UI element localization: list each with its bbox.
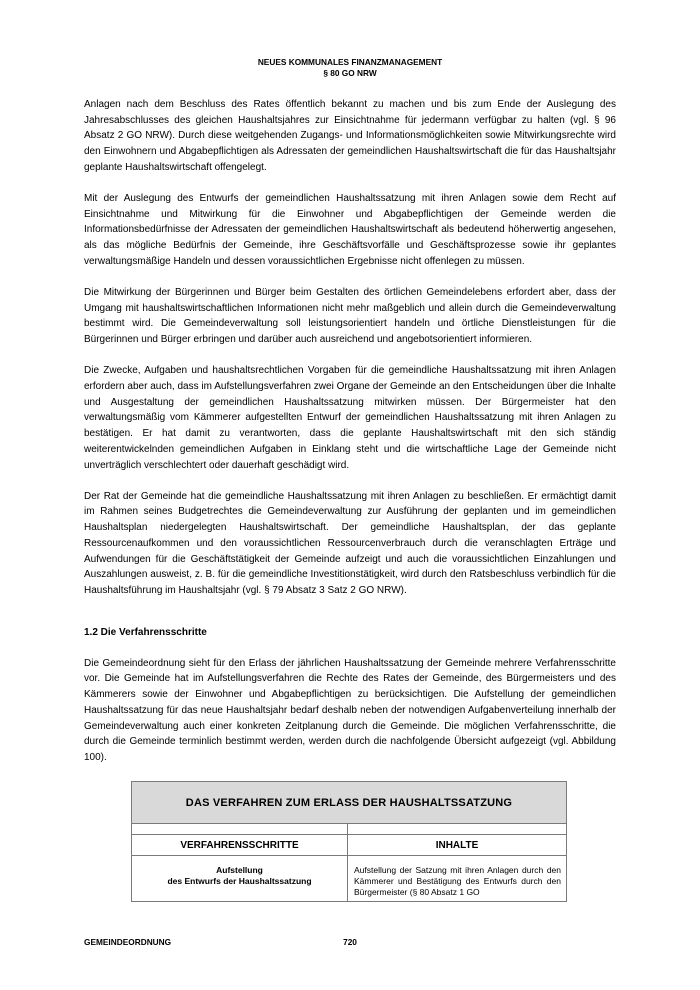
- procedure-table: [131, 781, 567, 902]
- table-row: [132, 856, 567, 902]
- table-cell-step: [132, 856, 348, 902]
- page-number: 720: [343, 937, 357, 947]
- body-paragraph-1: Anlagen nach dem Beschluss des Rates öffentlich bekannt zu machen und bis zum Ende der Auslegung des Jahresabschlusses des gleichen Haushaltsjahres zur Einsichtnahme für jedermann verfügbar zu halten (vgl. § 96 Absatz 2 GO NRW). Durch diese weitgehenden Zugangs- und Informationsmöglichkeiten sowie Mitwirkungsrechte wird den Einwohnern und Abgabepflichtigen als Adressaten der gemeindlichen Haushaltswirtschaft die für das Haushaltsjahr geplante Haushaltswirtschaft offengelegt.: [84, 99, 616, 173]
- header-subtitle: § 80 GO NRW: [323, 67, 377, 78]
- body-paragraph-4: Die Zwecke, Aufgaben und haushaltsrechtlichen Vorgaben für die gemeindliche Haushaltssatzung mit ihren Anlagen erfordern aber auch, dass im Aufstellungsverfahren zwei Organe der Gemeinde an den Entscheidungen über die Inhalte und Ausgestaltung der gemeindlichen Haushaltssatzung mitwirken müssen. Der Bürgermeister hat den verwaltungsmäßig vom Kämmerer aufgestellten Entwurf der gemeindlichen Haushaltssatzung mit ihren Anlagen zu bestätigen. Er hat damit zu verantworten, dass die geplante Haushaltswirtschaft mit den sich ständig weiterentwickelnden gemeindlichen Aufgaben in Einklang steht und die wirtschaftliche Lage der Gemeinde nicht unverträglich verschlechtert oder dauerhaft geschädigt wird.: [84, 365, 616, 471]
- step-line-1: Aufstellung: [216, 865, 263, 876]
- table-spacer-left: [132, 824, 348, 835]
- table-header-steps: VERFAHRENSSCHRITTE: [132, 835, 348, 856]
- table-spacer-right: [348, 824, 567, 835]
- table-title: DAS VERFAHREN ZUM ERLASS DER HAUSHALTSSATZUNG: [132, 782, 567, 824]
- table-cell-content: [348, 856, 567, 902]
- step-line-2: des Entwurfs der Haushaltssatzung: [167, 876, 312, 887]
- body-paragraph-2: Mit der Auslegung des Entwurfs der gemeindlichen Haushaltssatzung mit ihren Anlagen sowie dem Recht auf Einsichtnahme und Mitwirkung für die Einwohner und Abgabepflichtigen der Gemeinde werden die Informationsbedürfnisse der Adressaten der gemeindlichen Haushaltswirtschaft als bedeutend höherwertig angesehen, als das mögliche Bedürfnis der Gemeinde, ihre Geschäftsvorfälle und Geschäftsprozesse sowie ihr geplantes verwaltungsmäßige Handeln und dessen voraussichtlichen Ergebnisse nicht offenlegen zu müssen.: [84, 193, 616, 267]
- content-text: Aufstellung der Satzung mit ihren Anlagen durch den Kämmerer und Bestätigung des Entwurfs durch den Bürgermeister (§ 80 Absatz 1 GO: [354, 865, 561, 898]
- section-heading: 1.2 Die Verfahrensschritte: [84, 626, 207, 638]
- page-header: [0, 57, 700, 78]
- header-title: NEUES KOMMUNALES FINANZMANAGEMENT: [257, 57, 443, 67]
- section-paragraph: Die Gemeindeordnung sieht für den Erlass der jährlichen Haushaltssatzung der Gemeinde mehrere Verfahrensschritte vor. Die Gemeinde hat im Aufstellungsverfahren die Rechte des Rates der Gemeinde, des Bürgermeisters und des Kämmerers sowie der Einwohner und Abgabepflichtigen zu berücksichtigen. Die Aufstellung der gemeindlichen Haushaltssatzung für das neue Haushaltsjahr bedarf deshalb neben der notwendigen Aufgabenverteilung innerhalb der Gemeindeverwaltung auch einer konkreten Zeitplanung durch die Gemeinde. Die möglichen Verfahrensschritte, die durch die Gemeinde terminlich bestimmt werden, werden durch die nachfolgende Übersicht aufgezeigt (vgl. Abbildung 100).: [84, 657, 616, 763]
- body-paragraph-5: Der Rat der Gemeinde hat die gemeindliche Haushaltssatzung mit ihren Anlagen zu beschließen. Er ermächtigt damit im Rahmen seines Budgetrechtes die Gemeindeverwaltung zur Ausführung der geplanten und im gemeindlichen Haushaltsplan niedergelegten Haushaltswirtschaft. Der gemeindliche Haushaltsplan, der das geplante Ressourcenaufkommen und den voraussichtlichen Ressourcenverbrauch durch die veranschlagten Erträge und Aufwendungen für die Geschäftstätigkeit der Gemeinde aufzeigt und auch die voraussichtlichen Einzahlungen und Auszahlungen ausweist, z. B. für die gemeindliche Investitionstätigkeit, wird durch den Ratsbeschluss verbindlich für die Haushaltsführung im Haushaltsjahr (vgl. § 79 Absatz 3 Satz 2 GO NRW).: [84, 490, 616, 596]
- body-paragraph-3: Die Mitwirkung der Bürgerinnen und Bürger beim Gestalten des örtlichen Gemeindelebens erfordert aber, dass der Umgang mit haushaltswirtschaftlichen Informationen nicht mehr maßgeblich und allein durch die Gemeindeverwaltung bestimmt wird. Die Gemeindeverwaltung soll leistungsorientiert handeln und örtliche Dienstleistungen für die Bürgerinnen und Bürger erbringen und darüber auch ausreichend und angebotsorientiert informieren.: [84, 287, 616, 346]
- page-body: [84, 97, 616, 902]
- table-header-contents: INHALTE: [348, 835, 567, 856]
- footer-label: GEMEINDEORDNUNG: [84, 937, 172, 947]
